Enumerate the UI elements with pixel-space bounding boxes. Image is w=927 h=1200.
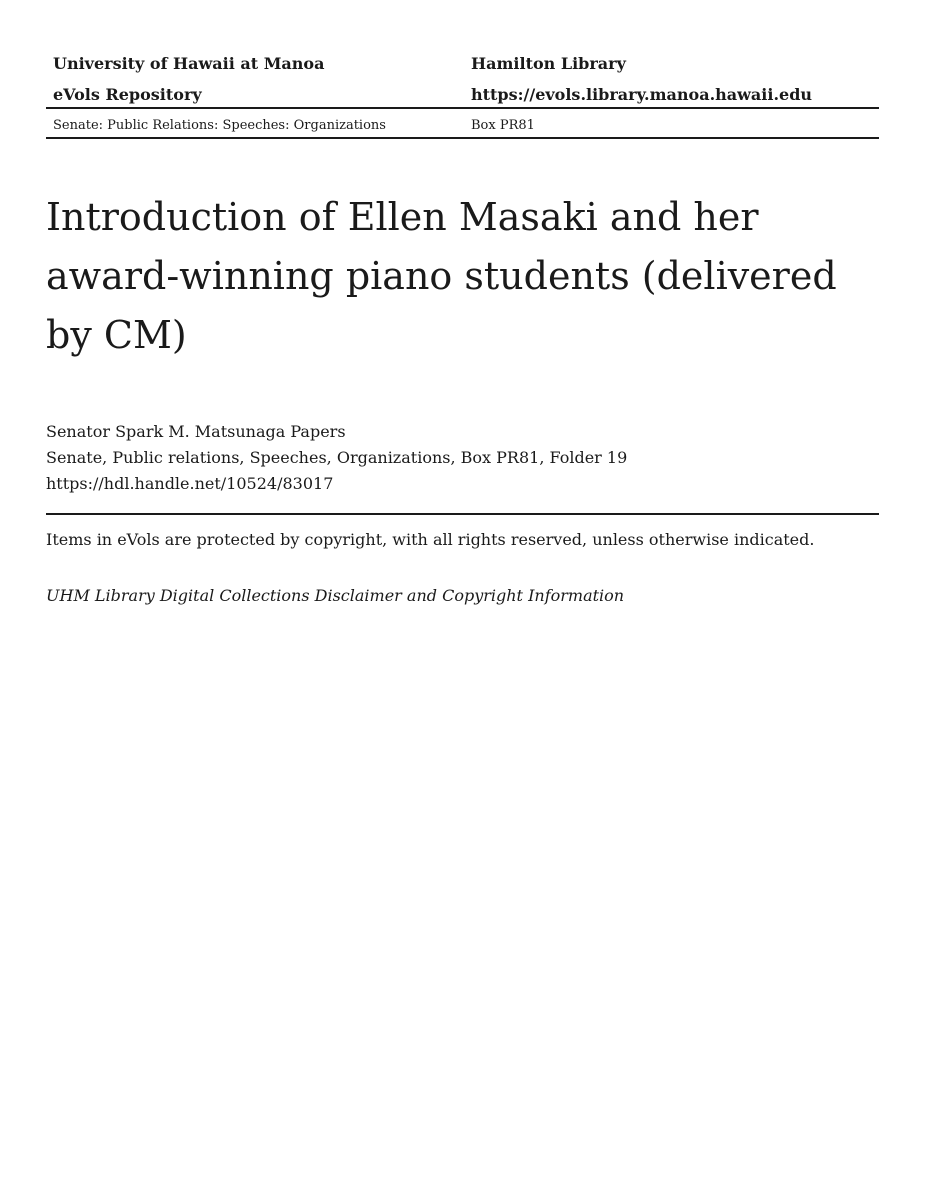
header-divider-top (46, 107, 879, 109)
header-divider-bottom (46, 137, 879, 139)
disclaimer-link[interactable]: UHM Library Digital Collections Disclaimer and Copyright Information (46, 586, 625, 605)
collection-path: Senate: Public Relations: Speeches: Organizations (53, 118, 386, 133)
library-name: Hamilton Library (471, 54, 626, 73)
collection-name: Senator Spark M. Matsunaga Papers (46, 422, 346, 441)
footer-divider (46, 513, 879, 515)
institution-name: University of Hawaii at Manoa (53, 54, 325, 73)
repository-name: eVols Repository (53, 85, 202, 104)
box-label: Box PR81 (471, 118, 535, 133)
copyright-notice: Items in eVols are protected by copyright, with all rights reserved, unless otherwise indicated. (46, 530, 815, 549)
folder-location: Senate, Public relations, Speeches, Organizations, Box PR81, Folder 19 (46, 448, 628, 467)
repository-url[interactable]: https://evols.library.manoa.hawaii.edu (471, 85, 813, 104)
document-title: Introduction of Ellen Masaki and her award-winning piano students (delivered by CM) (46, 195, 837, 357)
handle-link[interactable]: https://hdl.handle.net/10524/83017 (46, 474, 334, 493)
